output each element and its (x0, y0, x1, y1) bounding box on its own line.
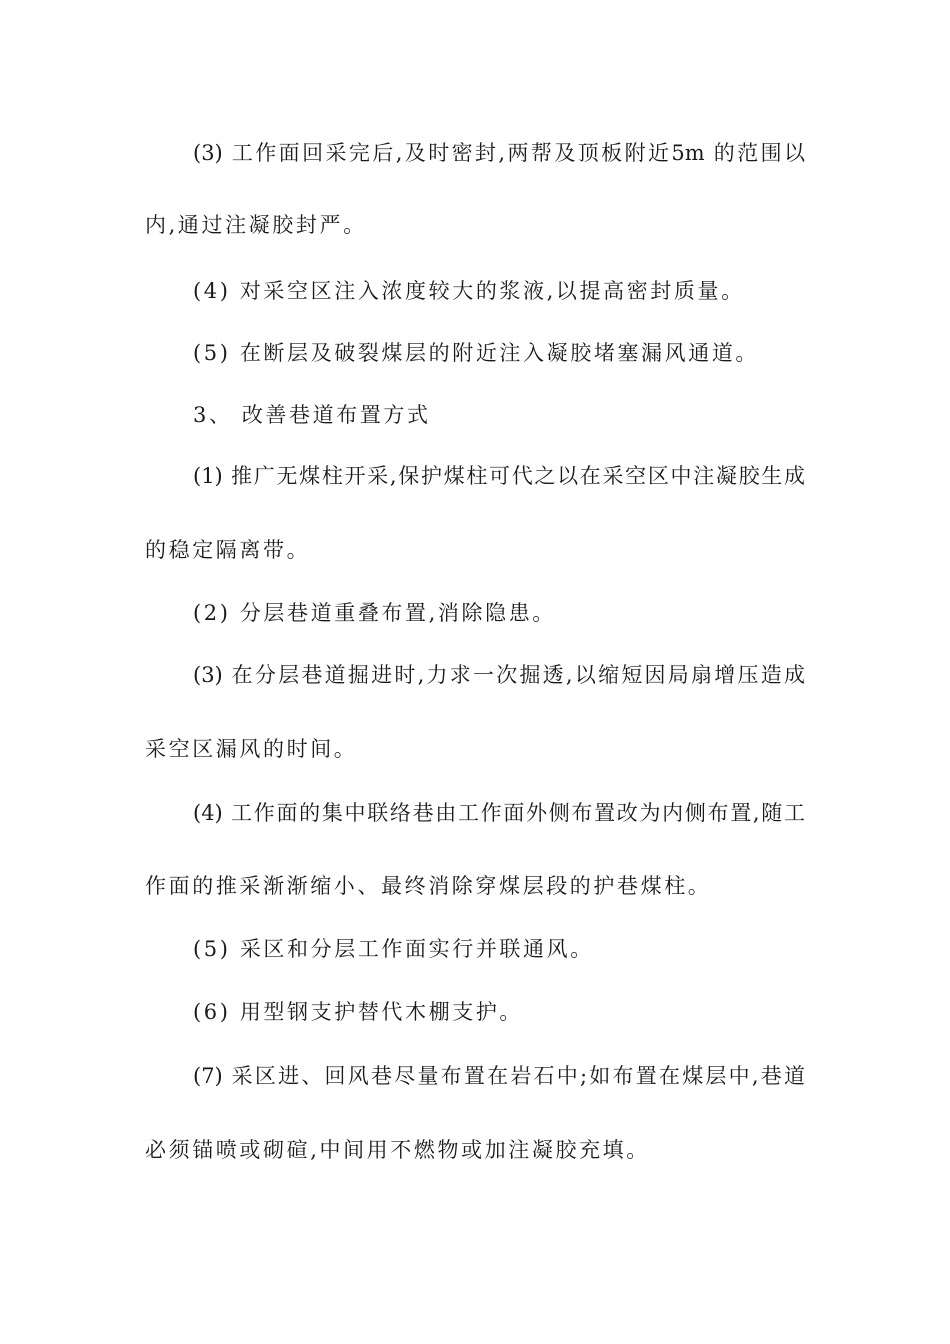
paragraph-line: 必须锚喷或砌碹,中间用不燃物或加注凝胶充填。 (145, 1138, 650, 1162)
paragraph-line: (2) 分层巷道重叠布置,消除隐患。 (193, 601, 556, 625)
paragraph-line: (1) 推广无煤柱开采,保护煤柱可代之以在采空区中注凝胶生成 (193, 464, 805, 488)
paragraph-line: (4) 对采空区注入浓度较大的浆液,以提高密封质量。 (193, 279, 745, 303)
paragraph-line: 的稳定隔离带。 (145, 538, 311, 562)
section-heading: 3、 改善巷道布置方式 (193, 403, 431, 427)
paragraph-line: 内,通过注凝胶封严。 (145, 213, 367, 237)
paragraph-line: (5) 在断层及破裂煤层的附近注入凝胶堵塞漏风通道。 (193, 341, 760, 365)
paragraph-line: (7) 采区进、回风巷尽量布置在岩石中;如布置在煤层中,巷道 (193, 1064, 805, 1088)
paragraph-line: (3) 工作面回采完后,及时密封,两帮及顶板附近5m 的范围以 (193, 141, 805, 165)
paragraph-line: 作面的推采渐渐缩小、最终消除穿煤层段的护巷煤柱。 (145, 874, 712, 898)
paragraph-line: 采空区漏风的时间。 (145, 737, 358, 761)
paragraph-line: (5) 采区和分层工作面实行并联通风。 (193, 937, 594, 961)
paragraph-line: (3) 在分层巷道掘进时,力求一次掘透,以缩短因局扇增压造成 (193, 663, 805, 687)
paragraph-line: (6) 用型钢支护替代木棚支护。 (193, 1000, 524, 1024)
paragraph-line: (4) 工作面的集中联络巷由工作面外侧布置改为内侧布置,随工 (193, 801, 805, 825)
